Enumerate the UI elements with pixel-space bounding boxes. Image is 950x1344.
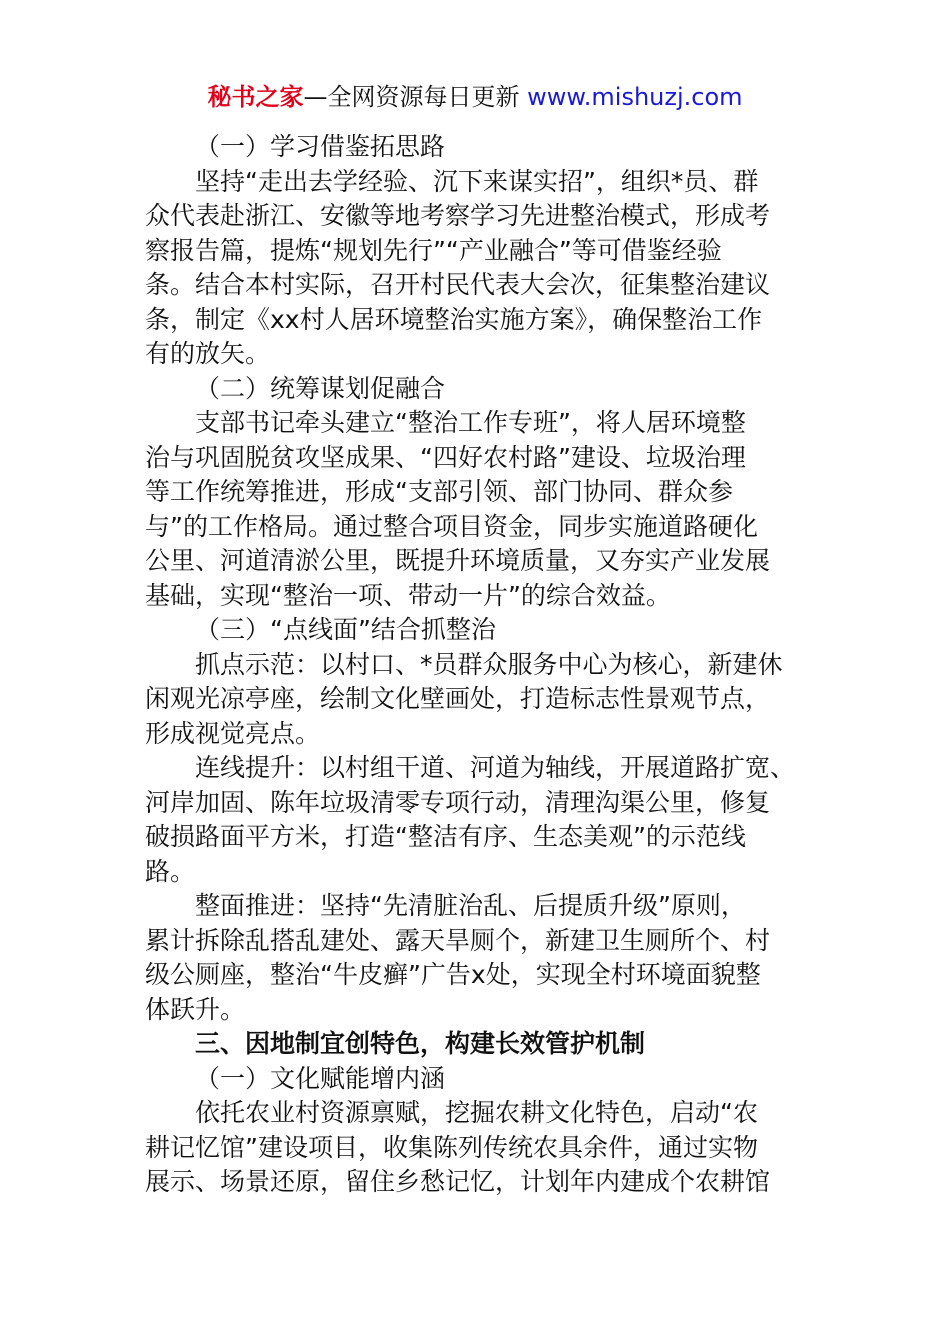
section-heading: （三）“点线面”结合抓整治 xyxy=(195,615,496,644)
paragraph-line: 等工作统筹推进，形成“支部引领、部门协同、群众参 xyxy=(145,477,733,506)
paragraph-line: 级公厕座，整治“牛皮癣”广告x处，实现全村环境面貌整 xyxy=(145,960,761,989)
paragraph-line: 条。结合本村实际，召开村民代表大会次，征集整治建议 xyxy=(145,270,771,299)
paragraph-line: 整面推进：坚持“先清脏治乱、后提质升级”原则， xyxy=(195,891,746,920)
paragraph-line: 条，制定《xx村人居环境整治实施方案》，确保整治工作 xyxy=(145,304,763,334)
site-url-link[interactable]: www.mishuzj.com xyxy=(527,83,743,111)
paragraph-line: 体跃升。 xyxy=(145,994,246,1024)
paragraph-line: 河岸加固、陈年垃圾清零专项行动，清理沟渠公里，修复 xyxy=(145,787,771,817)
paragraph-line: 与”的工作格局。通过整合项目资金，同步实施道路硬化 xyxy=(145,511,758,541)
paragraph-line: 累计拆除乱搭乱建处、露天旱厕个，新建卫生厕所个、村 xyxy=(145,925,771,955)
paragraph-line: 有的放矢。 xyxy=(145,339,271,368)
paragraph-line: 基础，实现“整治一项、带动一片”的综合效益。 xyxy=(145,580,671,610)
paragraph-line: 展示、场景还原，留住乡愁记忆，计划年内建成个农耕馆 xyxy=(145,1167,771,1196)
paragraph-line: 支部书记牵头建立“整治工作专班”，将人居环境整 xyxy=(195,408,746,437)
paragraph-line: 治与巩固脱贫攻坚成果、“四好农村路”建设、垃圾治理 xyxy=(145,442,746,472)
section-heading: （二）统筹谋划促融合 xyxy=(195,373,446,403)
paragraph-line: 众代表赴浙江、安徽等地考察学习先进整治模式，形成考 xyxy=(145,201,771,230)
paragraph-line: 坚持“走出去学经验、沉下来谋实招”，组织*员、群 xyxy=(195,166,759,196)
paragraph-line: 察报告篇，提炼“规划先行”“产业融合”等可借鉴经验 xyxy=(145,235,722,265)
header-tagline: —全网资源每日更新 xyxy=(303,83,520,111)
paragraph-line: 抓点示范：以村口、*员群众服务中心为核心，新建休 xyxy=(195,649,783,679)
paragraph-line: 路。 xyxy=(145,856,196,886)
paragraph-line: 依托农业村资源禀赋，挖掘农耕文化特色，启动“农 xyxy=(195,1098,758,1127)
section-heading: （一）文化赋能增内涵 xyxy=(195,1063,446,1093)
paragraph-line: 公里、河道清淤公里，既提升环境质量，又夯实产业发展 xyxy=(145,546,771,575)
paragraph-line: 形成视觉亮点。 xyxy=(145,718,321,748)
document-body xyxy=(145,130,815,1200)
paragraph-line: 破损路面平方米，打造“整洁有序、生态美观”的示范线 xyxy=(145,822,746,851)
paragraph-line: 耕记忆馆”建设项目，收集陈列传统农具余件，通过实物 xyxy=(145,1132,758,1162)
paragraph-line: 闲观光凉亭座，绘制文化壁画处，打造标志性景观节点， xyxy=(145,684,771,713)
paragraph-line: 连线提升：以村组干道、河道为轴线，开展道路扩宽、 xyxy=(195,753,796,782)
brand-name: 秘书之家 xyxy=(207,83,304,111)
site-header xyxy=(0,80,950,114)
chapter-heading: 三、因地制宜创特色，构建长效管护机制 xyxy=(195,1029,646,1058)
section-heading: （一）学习借鉴拓思路 xyxy=(195,132,446,161)
